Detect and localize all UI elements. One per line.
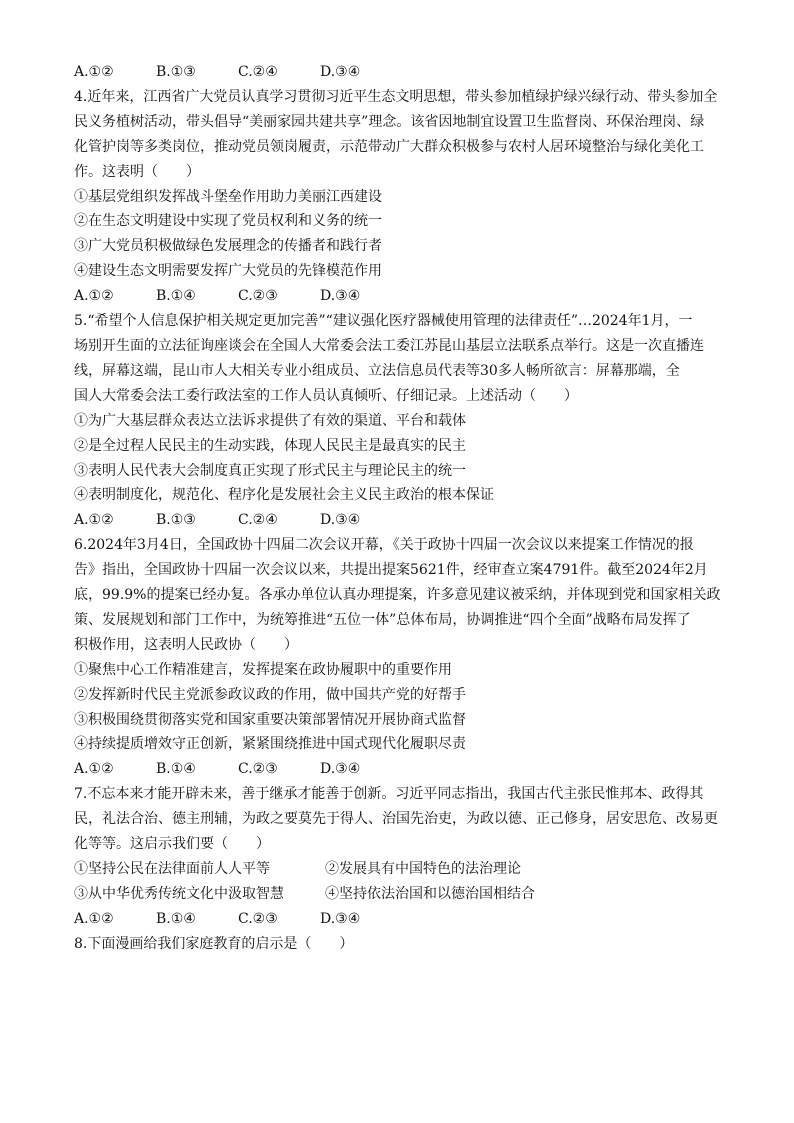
question-4 xyxy=(74,85,722,309)
q6-statement: ③积极围绕贯彻落实党和国家重要决策部署情况开展协商式监督 xyxy=(74,711,466,728)
q7-statement: ③从中华优秀传统文化中汲取智慧 xyxy=(74,885,284,902)
q5-statement: ①为广大基层群众表达立法诉求提供了有效的渠道、平台和载体 xyxy=(74,412,466,429)
q5-options xyxy=(74,508,722,533)
q6-statement: ②发挥新时代民主党派参政议政的作用，做中国共产党的好帮手 xyxy=(74,686,466,703)
q4-option-b: B.①④ xyxy=(156,288,196,305)
q5-statement: ②是全过程人民民主的生动实践，体现人民民主是最真实的民主 xyxy=(74,437,466,454)
q7-statement: ④坚持依法治国和以德治国相结合 xyxy=(325,885,535,902)
q5-statement: ④表明制度化，规范化、程序化是发展社会主义民主政治的根本保证 xyxy=(74,487,494,504)
q5-stem-line: 场别开生面的立法征询座谈会在全国人大常委会法工委江苏昆山基层立法联系点举行。这是一次直播连 xyxy=(74,337,704,354)
q6-stem-line: 积极作用，这表明人民政协（ ） xyxy=(74,636,298,653)
question-7 xyxy=(74,782,722,931)
q4-statement: ②在生态文明建设中实现了党员权利和义务的统一 xyxy=(74,213,382,230)
q8-stem: 8.下面漫画给我们家庭教育的启示是（ ） xyxy=(74,935,354,952)
q7-statement: ②发展具有中国特色的法治理论 xyxy=(325,861,521,877)
q5-statement: ③表明人民代表大会制度真正实现了形式民主与理论民主的统一 xyxy=(74,462,466,479)
q4-statement: ④建设生态文明需要发挥广大党员的先锋模范作用 xyxy=(74,263,382,280)
q4-stem-line: 化管护岗等多类岗位，推动党员领岗履责，示范带动广大群众积极参与农村人居环境整治与绿化美化工 xyxy=(74,138,704,155)
q5-stem-line: 5.“希望个人信息保护相关规定更加完善”“建议强化医疗器械使用管理的法律责任”…2024年1月，一 xyxy=(74,313,693,330)
q5-option-a: A.①② xyxy=(74,512,114,529)
q6-option-b: B.①④ xyxy=(156,761,196,778)
q4-options xyxy=(74,284,722,309)
q4-option-d: D.③④ xyxy=(320,288,361,305)
q6-stem-line: 策、发展规划和部门工作中，为统筹推进“五位一体”总体布局，协调推进“四个全面”战略布局发挥了 xyxy=(74,611,691,628)
q4-stem-line: 4.近年来，江西省广大党员认真学习贯彻习近平生态文明思想，带头参加植绿护绿兴绿行动、带头参加全 xyxy=(74,88,718,105)
question-6 xyxy=(74,533,722,782)
q3-option-a: A.①② xyxy=(74,64,114,80)
q7-stem-line: 化等等。这启示我们要（ ） xyxy=(74,836,270,853)
q6-stem-line: 底，99.9%的提案已经办复。各承办单位认真办理提案，许多意见建议被采纳，并体现到党和国家相关政 xyxy=(74,587,721,604)
question-5 xyxy=(74,309,722,533)
q7-option-d: D.③④ xyxy=(320,910,361,927)
q3-options xyxy=(74,60,722,85)
q6-options xyxy=(74,757,722,782)
q7-statements-row xyxy=(74,857,722,882)
q5-option-d: D.③④ xyxy=(320,512,361,529)
q4-option-c: C.②③ xyxy=(238,288,278,305)
exam-page xyxy=(74,60,722,957)
q3-option-c: C.②④ xyxy=(238,64,278,80)
q6-option-c: C.②③ xyxy=(238,761,278,778)
q7-stem-line: 7.不忘本来才能开辟未来，善于继承才能善于创新。习近平同志指出，我国古代主张民惟邦本、政得其 xyxy=(74,786,704,803)
q7-option-a: A.①② xyxy=(74,910,114,927)
q5-option-b: B.①③ xyxy=(156,512,196,529)
q7-option-b: B.①④ xyxy=(156,910,196,927)
q6-stem-line: 6.2024年3月4日，全国政协十四届二次会议开幕，《关于政协十四届一次会议以来提案工作情况的报 xyxy=(74,537,694,554)
q6-option-a: A.①② xyxy=(74,761,114,778)
q5-stem-line: 线，屏幕这端，昆山市人大相关专业小组成员、立法信息员代表等30多人畅所欲言：屏幕那端，全 xyxy=(74,362,680,379)
q5-option-c: C.②④ xyxy=(238,512,278,529)
q4-statement: ③广大党员积极做绿色发展理念的传播者和践行者 xyxy=(74,238,382,255)
question-8 xyxy=(74,932,722,957)
q6-option-d: D.③④ xyxy=(320,761,361,778)
q7-stem-line: 民，礼法合治、德主刑辅，为政之要莫先于得人、治国先治吏，为政以德、正己修身，居安思危、改易更 xyxy=(74,811,718,828)
q6-statement: ①聚焦中心工作精准建言，发挥提案在政协履职中的重要作用 xyxy=(74,661,452,678)
q6-stem-line: 告》指出，全国政协十四届一次会议以来，共提出提案5621件，经审查立案4791件。截至2024年2月 xyxy=(74,562,708,579)
q3-option-b: B.①③ xyxy=(156,64,196,80)
q4-statement: ①基层党组织发挥战斗堡垒作用助力美丽江西建设 xyxy=(74,188,382,205)
q7-statements-row xyxy=(74,882,722,907)
q7-option-c: C.②③ xyxy=(238,910,278,927)
q7-options xyxy=(74,907,722,932)
q4-stem-line: 作。这表明（ ） xyxy=(74,163,200,180)
q4-option-a: A.①② xyxy=(74,288,114,305)
q4-stem-line: 民义务植树活动，带头倡导“美丽家园共建共享”理念。该省因地制宜设置卫生监督岗、环保治理岗、绿 xyxy=(74,113,705,130)
q5-stem-line: 国人大常委会法工委行政法室的工作人员认真倾听、仔细记录。上述活动（ ） xyxy=(74,387,578,404)
q6-statement: ④持续提质增效守正创新，紧紧围绕推进中国式现代化履职尽责 xyxy=(74,736,466,753)
q7-statement: ①坚持公民在法律面前人人平等 xyxy=(74,861,270,877)
q3-option-d: D.③④ xyxy=(320,64,361,80)
